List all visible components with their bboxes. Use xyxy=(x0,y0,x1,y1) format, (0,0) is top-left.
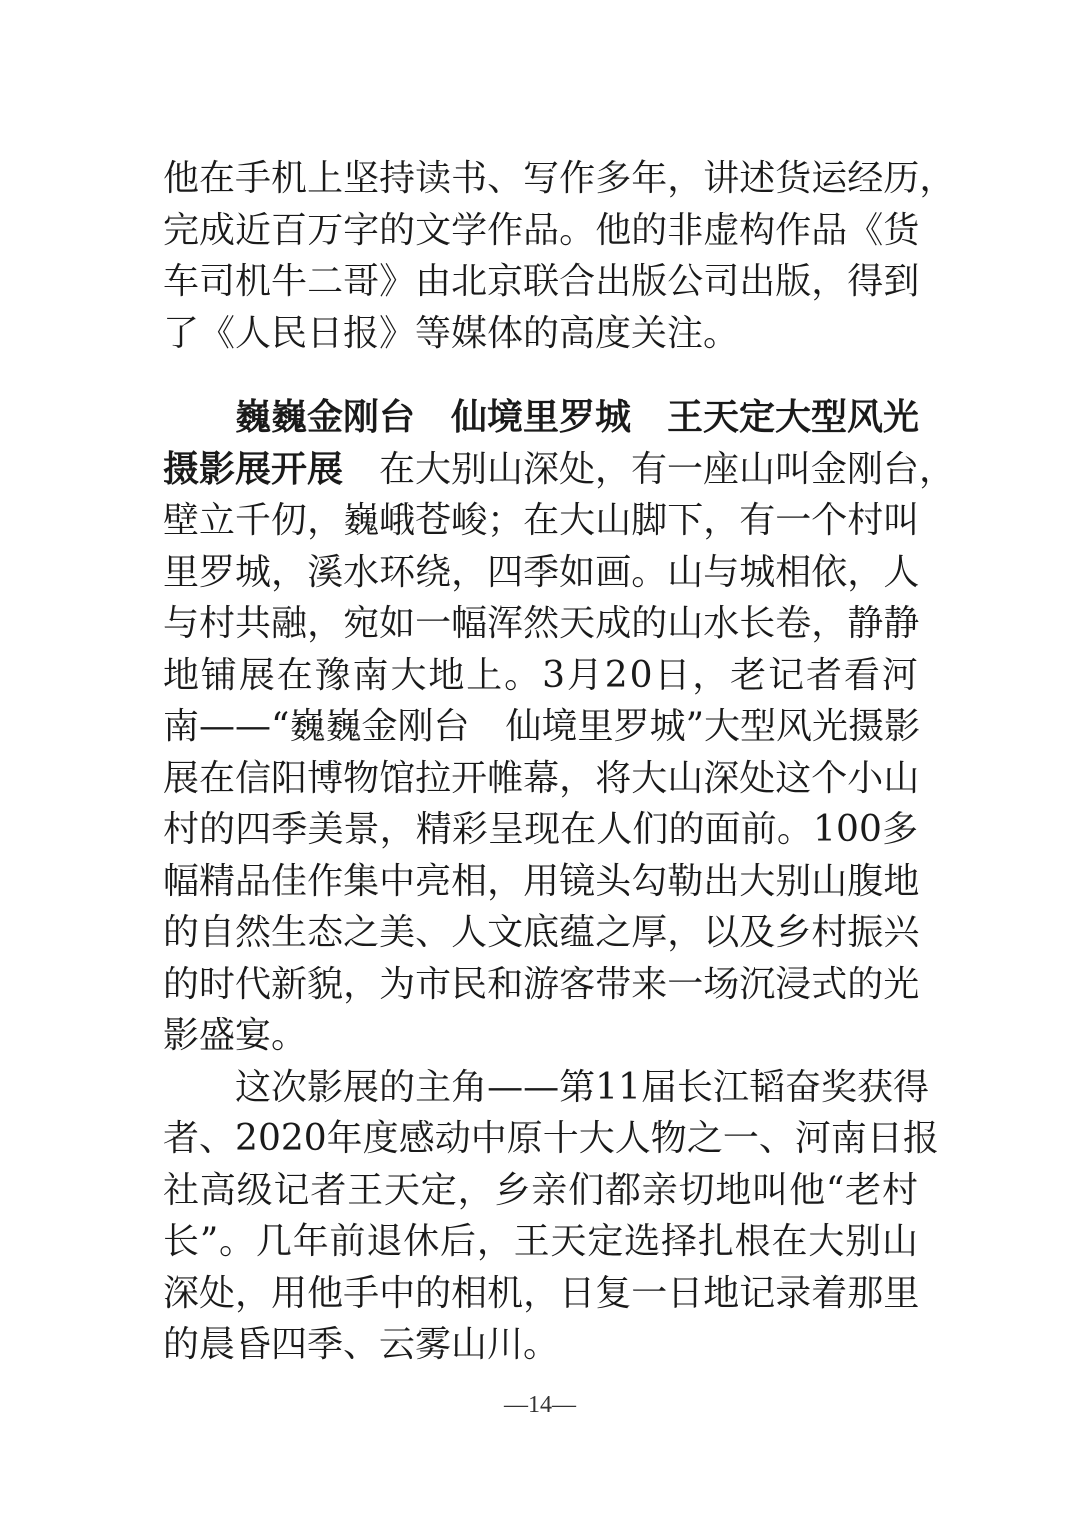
text-line: 的 时 代 新 貌 ， 为 市 民 和 游 客 带 来 一 场 沉 浸 式 的 光 xyxy=(163,963,920,1005)
document-page xyxy=(163,153,956,1371)
text-line: 社 高 级 记 者 王 天 定 ， 乡 亲 们 都 亲 切 地 叫 他 “ 老 村 xyxy=(163,1169,918,1211)
text-line: 长 ” 。 几 年 前 退 休 后 ， 王 天 定 选 择 扎 根 在 大 别 山 xyxy=(163,1221,918,1262)
text-line: 地 铺 展 在 豫 南 大 地 上 。 3 月 2 0 日 ， 老 记 者 看 河 xyxy=(163,654,918,696)
text-line: 深 处 ， 用 他 手 中 的 相 机 ， 日 复 一 日 地 记 录 着 那 里 xyxy=(163,1272,920,1314)
paragraph-intro-continuation xyxy=(163,153,956,359)
paragraph-protagonist xyxy=(163,1062,939,1371)
paragraph-gap xyxy=(163,359,918,392)
text-line: 村 的 四 季 美 景 ， 精 彩 呈 现 在 人 们 的 面 前 。 1 0 0 多 xyxy=(163,809,918,850)
text-line: 他 在 手 机 上 坚 持 读 书 、 写 作 多 年 ， 讲 述 货 运 经 历 ， xyxy=(163,158,956,199)
text-line: 幅 精 品 佳 作 集 中 亮 相 ， 用 镜 头 勾 勒 出 大 别 山 腹 地 xyxy=(163,860,920,902)
text-line: 了《人民日报》等媒体的高度关注。 xyxy=(163,312,740,354)
text-line: 完 成 近 百 万 字 的 文 学 作 品 。 他 的 非 虚 构 作 品 《 货 xyxy=(163,209,920,251)
text-line: 的晨昏四季、云雾山川。 xyxy=(163,1324,560,1365)
text-line: 与 村 共 融 ， 宛 如 一 幅 浑 然 天 成 的 山 水 长 卷 ， 静 静 xyxy=(163,603,920,644)
headline-text: 摄影展开展 xyxy=(163,448,344,490)
text-line: 影盛宴。 xyxy=(163,1015,308,1056)
text-line: 展 在 信 阳 博 物 馆 拉 开 帷 幕 ， 将 大 山 深 处 这 个 小 山 xyxy=(163,757,920,799)
text-line: 者 、 2 0 2 0 年 度 感 动 中 原 十 大 人 物 之 一 、 河 南 日 报 xyxy=(163,1118,939,1159)
text-line xyxy=(163,444,956,496)
headline-line xyxy=(163,392,918,444)
headline-text: 巍巍金刚台 仙境里罗城 王天定大型风光 xyxy=(235,397,920,438)
text-line: 里 罗 城 ， 溪 水 环 绕 ， 四 季 如 画 。 山 与 城 相 依 ， 人 xyxy=(163,551,920,593)
body-text: 在大别山深处，有一座山叫金刚台， xyxy=(343,448,956,490)
page-number: —14— xyxy=(504,1392,576,1418)
text-line: 壁 立 千 仞 ， 巍 峨 苍 峻 ； 在 大 山 脚 下 ， 有 一 个 村 叫 xyxy=(163,500,920,541)
text-line: 这 次 影 展 的 主 角 — — 第 1 1 届 长 江 韬 奋 奖 获 得 xyxy=(235,1066,930,1108)
paragraph-exhibition-news xyxy=(163,392,956,1062)
text-line: 的 自 然 生 态 之 美 、 人 文 底 蕴 之 厚 ， 以 及 乡 村 振 兴 xyxy=(163,912,920,953)
text-line: 车 司 机 牛 二 哥 》 由 北 京 联 合 出 版 公 司 出 版 ， 得 到 xyxy=(163,261,920,302)
text-line: 南 — — “ 巍 巍 金 刚 台 仙 境 里 罗 城 ” 大 型 风 光 摄 影 xyxy=(163,706,921,747)
